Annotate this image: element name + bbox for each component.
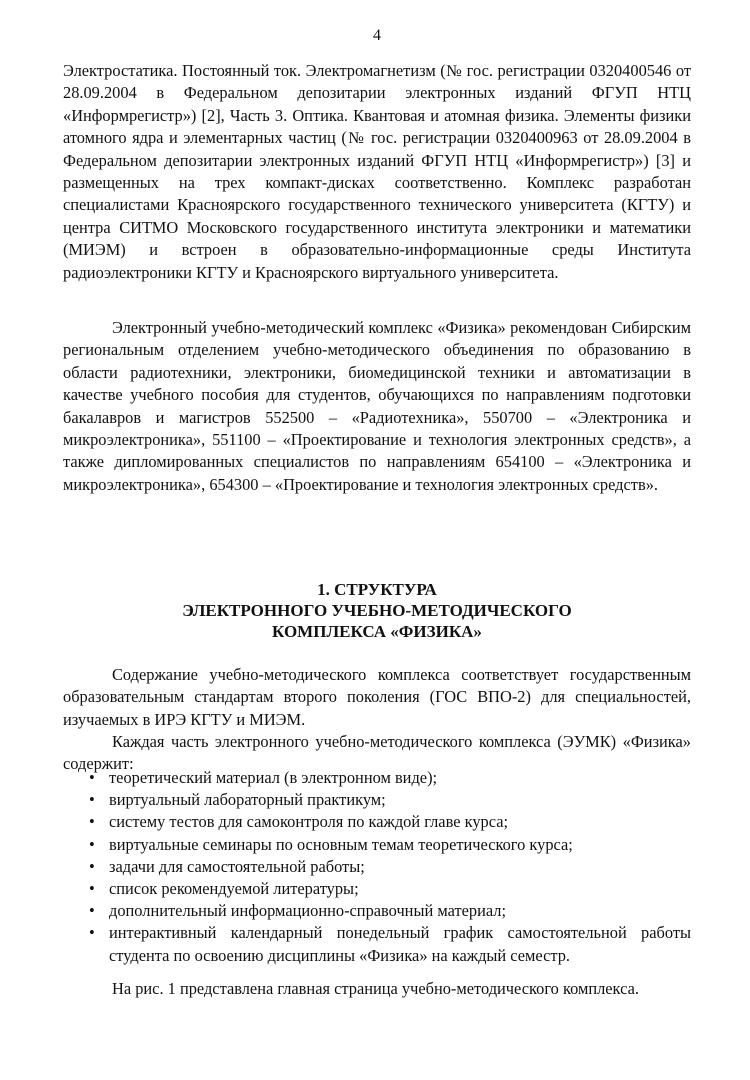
list-item: • список рекомендуемой литературы; <box>63 878 691 900</box>
contents-bullet-list <box>63 767 691 967</box>
bullet-icon: • <box>89 812 95 832</box>
bullet-icon: • <box>89 856 95 876</box>
bullet-icon: • <box>89 879 95 899</box>
section-heading-line-1: 1. СТРУКТУРА <box>317 580 437 599</box>
list-item: • виртуальный лабораторный практикум; <box>63 789 691 811</box>
section-heading-line-3: КОМПЛЕКСА «ФИЗИКА» <box>272 622 482 641</box>
bullet-icon: • <box>89 901 95 921</box>
page-number: 4 <box>373 27 381 44</box>
list-item: • систему тестов для самоконтроля по каждой главе курса; <box>63 811 691 833</box>
bullet-icon: • <box>89 834 95 854</box>
paragraph-contents-standard: Содержание учебно-методического комплекса соответствует государственным образовательным стандартам второго поколения (ГОС ВПО-2) для специальностей, изучаемых в ИРЭ КГТУ и МИЭМ. <box>63 665 691 729</box>
section-heading-line-2: ЭЛЕКТРОННОГО УЧЕБНО-МЕТОДИЧЕСКОГО <box>182 601 572 620</box>
paragraph-intro-continuation: Электростатика. Постоянный ток. Электромагнетизм (№ гос. регистрации 0320400546 от 28.09.2004 в Федеральном депозитарии электронных изданий ФГУП НТЦ «Информрегистр») [2], Часть 3. Оптика. Квантовая и атомная физика. Элементы физики атомного ядра и элементарных частиц (№ гос. регистрации 0320400963 от 28.09.2004 в Федеральном депозитарии электронных изданий ФГУП НТЦ «Информрегистр») [3] и размещенных на трех компакт-дисках соответственно. Комплекс разработан специалистами Красноярского государственного технического университета (КГТУ) и центра СИТМО Московского государственного института электроники и математики (МИЭМ) и встроен в образовательно-информационные среды Института радиоэлектроники КГТУ и Красноярского виртуального университета. <box>63 61 691 282</box>
list-item: • интерактивный календарный понедельный график самостоятельной работы студента по освоению дисциплины «Физика» на каждый семестр. <box>89 923 691 965</box>
bullet-icon: • <box>89 768 95 787</box>
section-heading <box>63 579 691 642</box>
list-item: • дополнительный информационно-справочный материал; <box>63 900 691 922</box>
list-item: • задачи для самостоятельной работы; <box>63 856 691 878</box>
paragraph-recommendation: Электронный учебно-методический комплекс «Физика» рекомендован Сибирским региональным отделением учебно-методического объединения по образованию в области радиотехники, электроники, биомедицинской техники и автоматизации в качестве учебного пособия для студентов, обучающихся по направлениям подготовки бакалавров и магистров 552500 – «Радиотехника», 550700 – «Электроника и микроэлектроника», 551100 – «Проектирование и технология электронных средств», а также дипломированных специалистов по направлениям 654100 – «Электроника и микроэлектроника», 654300 – «Проектирование и технология электронных средств». <box>63 318 691 494</box>
paragraph-contents-intro: Каждая часть электронного учебно-методического комплекса (ЭУМК) «Физика» содержит: <box>63 732 691 774</box>
paragraph-figure-reference: На рис. 1 представлена главная страница учебно-методического комплекса. <box>112 979 639 998</box>
list-item: • виртуальные семинары по основным темам теоретического курса; <box>63 834 691 856</box>
list-item: • теоретический материал (в электронном виде); <box>63 767 691 789</box>
bullet-icon: • <box>89 923 95 943</box>
bullet-icon: • <box>89 790 95 810</box>
